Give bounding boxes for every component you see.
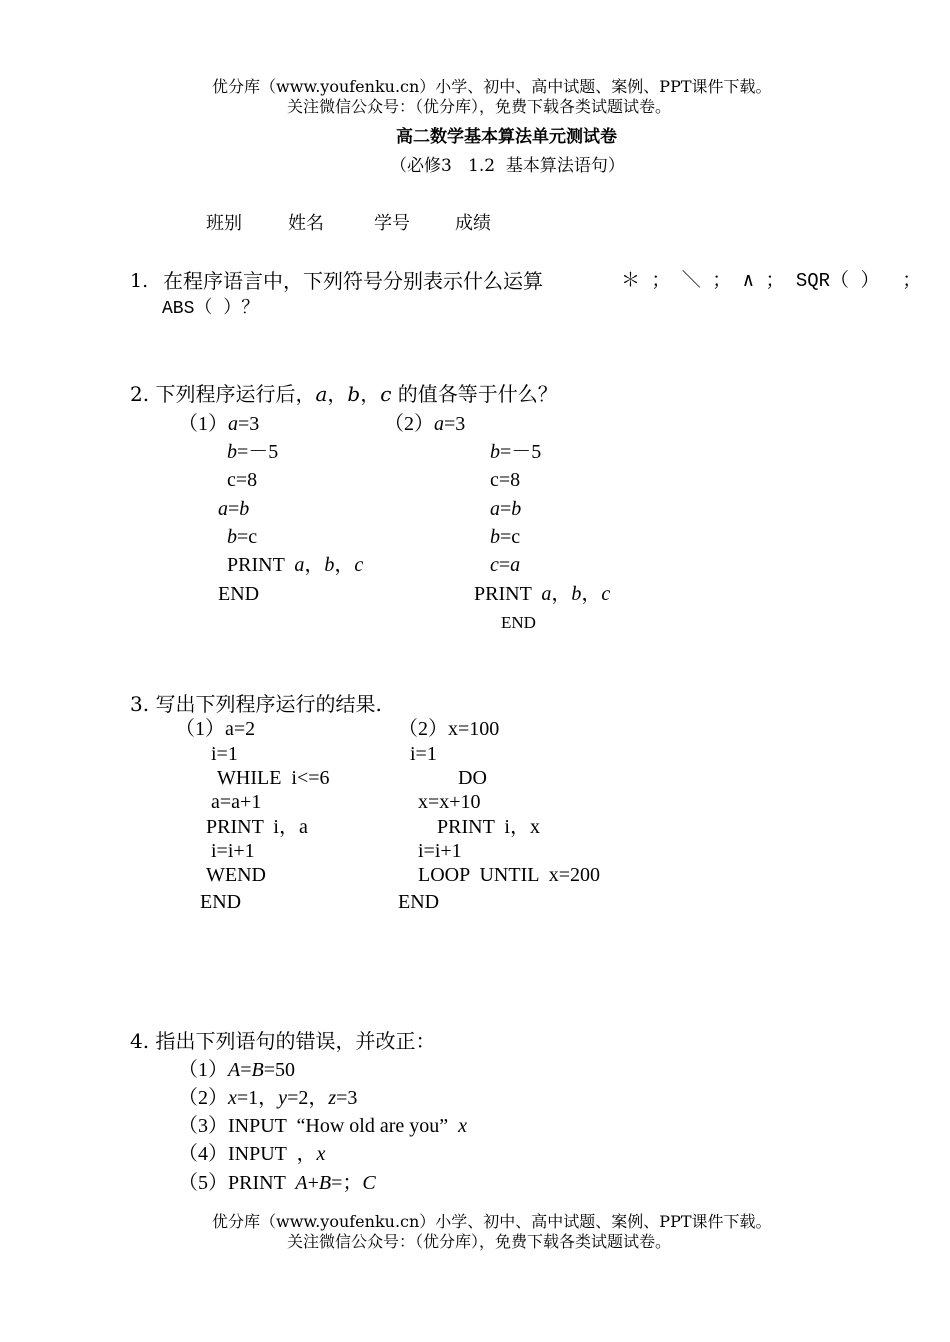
q3-p2-line-6: i=i+1 — [418, 840, 462, 862]
q2-p1-line-4: a=b — [218, 498, 250, 520]
info-score: 成绩 — [455, 213, 491, 234]
q2-p1-line-3: c=8 — [227, 469, 258, 491]
q2-p2-line-7: PRINT a，b，c — [474, 583, 611, 605]
q3-p2-line-4: x=x+10 — [418, 791, 481, 813]
q3-p2-line-3: DO — [458, 767, 487, 789]
q3-p1-line-8: END — [200, 891, 242, 913]
q3-p1-line-2: i=1 — [211, 743, 238, 765]
q2-p2-line-2: b=－5 — [490, 441, 542, 463]
q2-p2-line-8: END — [501, 613, 536, 632]
q2-p2-line-6: c=a — [490, 554, 521, 576]
q2-p2-line-1: （2）a=3 — [384, 413, 466, 435]
header-line-2: 关注微信公众号：（优分库），免费下载各类试题试卷。 — [287, 97, 672, 116]
page-title: 高二数学基本算法单元测试卷 — [396, 127, 617, 147]
q3-p1-line-1: （1）a=2 — [175, 718, 256, 740]
q2-p1-line-5: b=c — [227, 526, 258, 548]
q3-p2-line-2: i=1 — [410, 743, 437, 765]
q3-p1-line-7: WEND — [206, 864, 266, 886]
q3-p1-line-5: PRINT i，a — [206, 816, 308, 838]
q4-item-2: （2）x=1，y=2，z=3 — [178, 1087, 358, 1109]
q1-number: 1. — [130, 270, 149, 292]
q4-item-4: （4）INPUT ，x — [178, 1143, 326, 1165]
q1-symbols: ＊ ； ＼ ； ∧ ； SQR（ ） ； — [621, 270, 922, 292]
q3-p2-line-5: PRINT i，x — [437, 816, 540, 838]
q4-prompt: 4. 指出下列语句的错误，并改正： — [130, 1029, 436, 1053]
header-line-1: 优分库（www.youfenku.cn）小学、初中、高中试题、案例、PPT课件下载。 — [212, 77, 772, 96]
info-name: 姓名 — [288, 213, 324, 234]
q4-item-5: （5）PRINT A+B=；C — [178, 1172, 376, 1194]
footer-line-1: 优分库（www.youfenku.cn）小学、初中、高中试题、案例、PPT课件下载。 — [212, 1212, 772, 1231]
info-student-id: 学号 — [374, 213, 410, 234]
q2-p1-line-6: PRINT a，b，c — [227, 554, 364, 576]
q2-prompt: 2. 下列程序运行后，a，b，c 的值各等于什么？ — [130, 382, 558, 406]
q4-item-3: （3）INPUT “How old are you” x — [178, 1115, 468, 1137]
q3-p1-line-3: WHILE i<=6 — [217, 767, 330, 789]
q2-p1-line-2: b=－5 — [227, 441, 279, 463]
q3-p2-line-7: LOOP UNTIL x=200 — [418, 864, 601, 886]
info-class: 班别 — [206, 213, 242, 234]
q4-item-1: （1）A=B=50 — [178, 1059, 295, 1081]
q2-p1-line-7: END — [218, 583, 260, 605]
q3-prompt: 3. 写出下列程序运行的结果. — [130, 692, 382, 716]
page-subtitle: （必修3 1.2 基本算法语句） — [390, 156, 625, 176]
q2-p2-line-3: c=8 — [490, 469, 521, 491]
q1-text: 在程序语言中，下列符号分别表示什么运算 — [163, 269, 543, 293]
q2-p2-line-4: a=b — [490, 498, 522, 520]
q3-p1-line-6: i=i+1 — [211, 840, 255, 862]
q3-p2-line-8: END — [398, 891, 440, 913]
q3-p2-line-1: （2）x=100 — [398, 718, 500, 740]
q1-symbols-cont: ABS（ ）？ — [162, 299, 260, 319]
footer-line-2: 关注微信公众号：（优分库），免费下载各类试题试卷。 — [287, 1232, 672, 1251]
q2-p1-line-1: （1）a=3 — [178, 413, 260, 435]
q3-p1-line-4: a=a+1 — [211, 791, 262, 813]
q2-p2-line-5: b=c — [490, 526, 521, 548]
